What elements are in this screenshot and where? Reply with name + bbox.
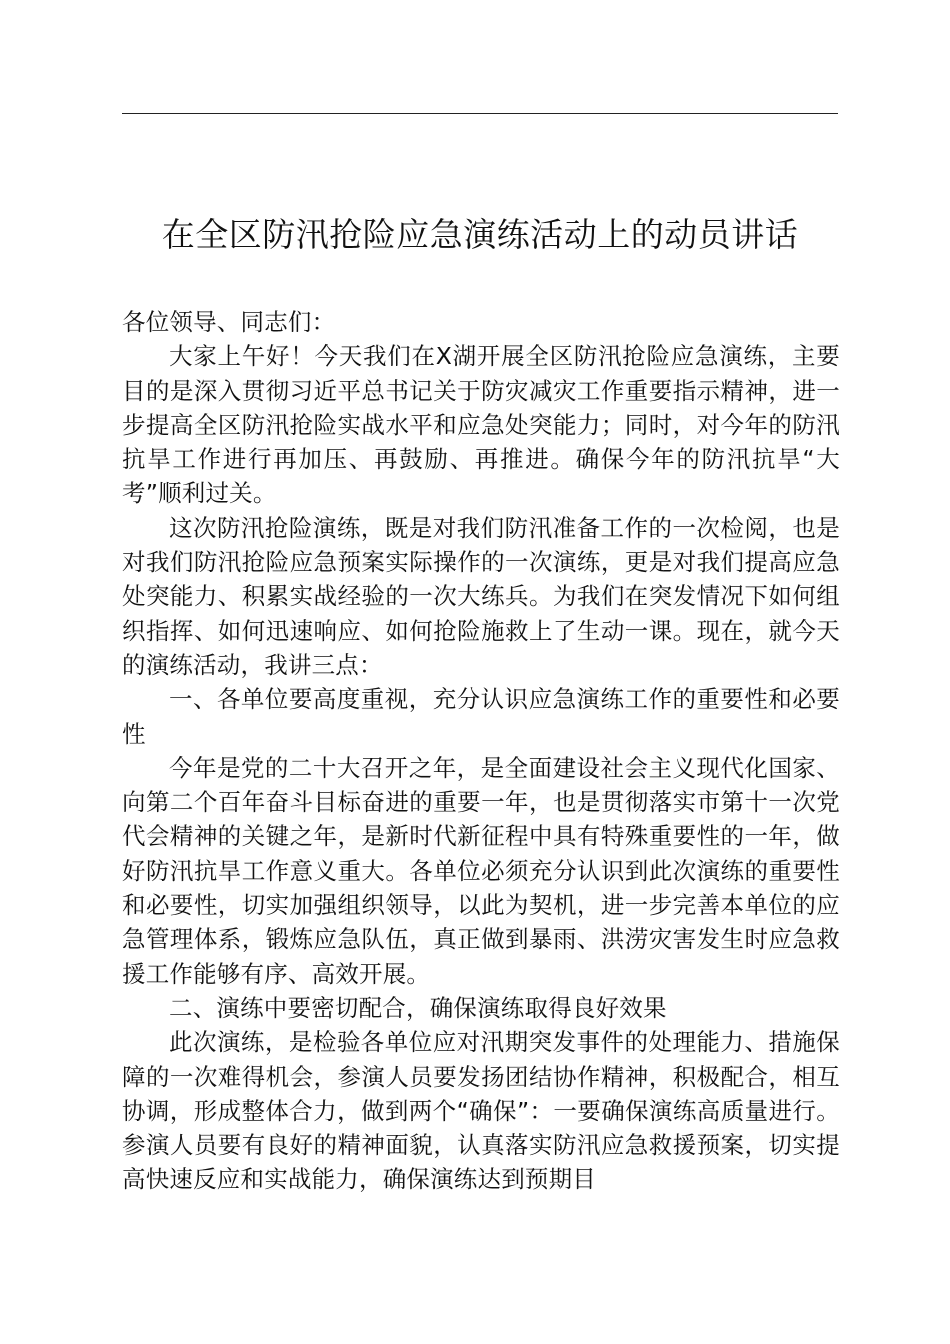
salutation: 各位领导、同志们：	[122, 308, 336, 336]
paragraph-drill-significance: 这次防汛抢险演练，既是对我们防汛准备工作的一次检阅，也是对我们防汛抢险应急预案实际操作的一次演练，更是对我们提高应急处突能力、积累实战经验的一次大练兵。为我们在突发情况下如何组织指挥、如何迅速响应、如何抢险施救上了生动一课。现在，就今天的演练活动，我讲三点：	[122, 513, 840, 679]
section-heading-1: 一、各单位要高度重视，充分认识应急演练工作的重要性和必要性	[122, 685, 840, 748]
document-title: 在全区防汛抢险应急演练活动上的动员讲话	[161, 215, 799, 254]
document-body	[122, 305, 840, 1197]
header-rule	[122, 113, 838, 114]
section-heading-2: 二、演练中要密切配合，确保演练取得良好效果	[169, 993, 667, 1022]
paragraph-section-2: 此次演练，是检验各单位应对汛期突发事件的处理能力、措施保障的一次难得机会，参演人员要发扬团结协作精神，积极配合，相互协调，形成整体合力，做到两个“确保”：一要确保演练高质量进行。参演人员要有良好的精神面貌，认真落实防汛应急救援预案，切实提高快速反应和实战能力，确保演练达到预期目	[122, 1028, 840, 1194]
paragraph-section-1: 今年是党的二十大召开之年，是全面建设社会主义现代化国家、向第二个百年奋斗目标奋进的重要一年，也是贯彻落实市第十一次党代会精神的关键之年，是新时代新征程中具有特殊重要性的一年，做好防汛抗旱工作意义重大。各单位必须充分认识到此次演练的重要性和必要性，切实加强组织领导，以此为契机，进一步完善本单位的应急管理体系，锻炼应急队伍，真正做到暴雨、洪涝灾害发生时应急救援工作能够有序、高效开展。	[122, 753, 840, 988]
paragraph-opening: 大家上午好！今天我们在X湖开展全区防汛抢险应急演练，主要目的是深入贯彻习近平总书记关于防灾减灾工作重要指示精神，进一步提高全区防汛抢险实战水平和应急处突能力；同时，对今年的防汛抗旱工作进行再加压、再鼓励、再推进。确保今年的防汛抗旱“大考”顺利过关。	[122, 342, 840, 508]
